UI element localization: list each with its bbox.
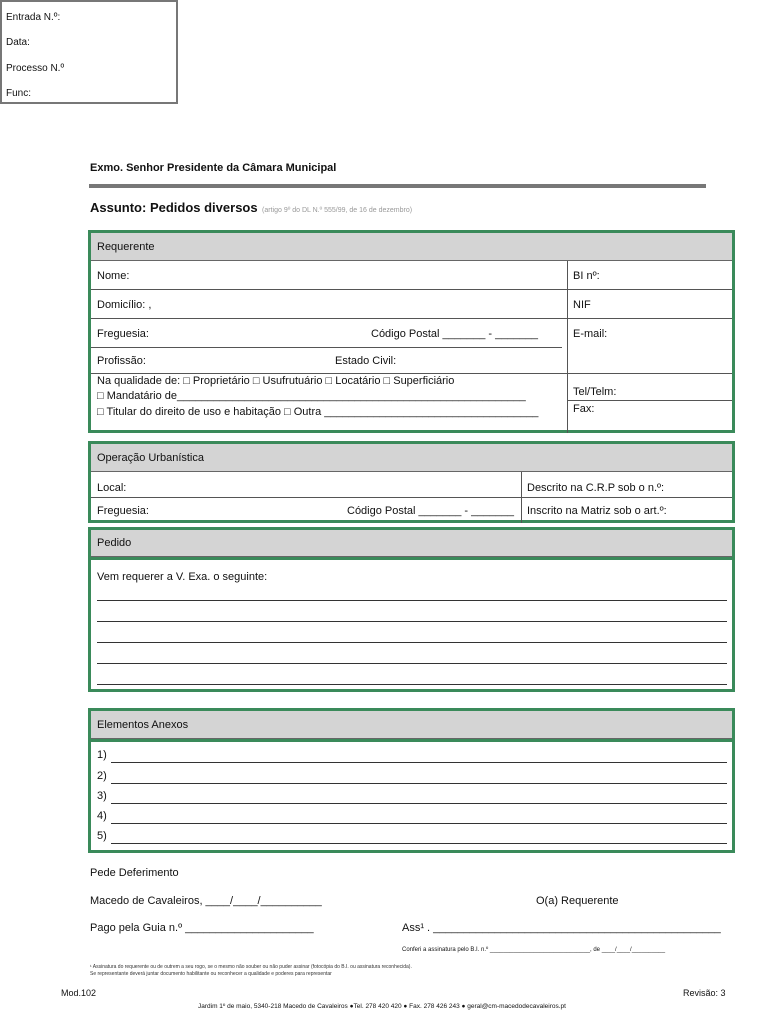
- municipal-address: Jardim 1º de maio, 5340-218 Macedo de Cavaleiros ●Tel. 278 420 420 ● Fax. 278 426 243 ● geral@cm-macedodecavaleiros.pt: [198, 1003, 566, 1010]
- freguesia-label[interactable]: Freguesia:: [97, 505, 149, 517]
- anexo-number: 4): [97, 810, 107, 822]
- codigo-postal-label[interactable]: Código Postal _______ - _______: [347, 505, 514, 517]
- office-use-box: [0, 0, 178, 104]
- header-separator: [91, 557, 732, 560]
- pedido-line[interactable]: [97, 663, 727, 664]
- pede-deferimento: Pede Deferimento: [90, 867, 179, 879]
- mandatario-option[interactable]: □ Mandatário de_________________________________________________________: [97, 390, 526, 402]
- footnote-2: Se representante deverá juntar documento habilitante ou reconhecer a qualidade e poderes para representar: [90, 971, 332, 977]
- row-divider: [91, 289, 732, 290]
- anexo-number: 3): [97, 790, 107, 802]
- anexo-number: 5): [97, 830, 107, 842]
- processo-label: Processo N.º: [6, 63, 65, 74]
- anexo-line[interactable]: [111, 823, 727, 824]
- header-rule: [89, 184, 706, 188]
- freguesia-label[interactable]: Freguesia:: [97, 328, 149, 340]
- pedido-intro: Vem requerer a V. Exa. o seguinte:: [97, 571, 268, 583]
- fax-label[interactable]: Fax:: [573, 403, 595, 415]
- domicilio-label[interactable]: Domicílio: ,: [97, 299, 152, 311]
- bi-label[interactable]: BI nº:: [573, 270, 600, 282]
- pedido-header: Pedido: [91, 530, 732, 557]
- pedido-section: [88, 527, 735, 692]
- row-divider: [91, 318, 732, 319]
- local-data-field[interactable]: Macedo de Cavaleiros, ____/____/__________: [90, 895, 322, 907]
- header-separator: [91, 739, 732, 742]
- operacao-section: [88, 441, 735, 523]
- requerente-section: [88, 230, 735, 433]
- anexo-line[interactable]: [111, 843, 727, 844]
- local-label[interactable]: Local:: [97, 482, 127, 494]
- row-divider: [567, 400, 732, 401]
- qualidade-options[interactable]: Na qualidade de: □ Proprietário □ Usufrutuário □ Locatário □ Superficiário: [97, 375, 455, 387]
- titular-option[interactable]: □ Titular do direito de uso e habitação □ Outra ___________________________________: [97, 406, 539, 418]
- data-label: Data:: [6, 37, 30, 48]
- row-divider: [91, 347, 562, 348]
- operacao-header: Operação Urbanística: [91, 444, 732, 472]
- footnote-1: ¹ Assinatura do requerente ou de outrem a seu rogo, se o mesmo não souber ou não puder assinar (fotocópia do B.I. ou assinatura reconhecida).: [90, 964, 412, 970]
- signature-field[interactable]: Ass¹ . _______________________________________________: [402, 922, 721, 934]
- anexo-number: 2): [97, 770, 107, 782]
- anexo-number: 1): [97, 749, 107, 761]
- row-divider: [91, 373, 732, 374]
- model-number: Mod.102: [61, 988, 97, 998]
- row-divider: [91, 497, 732, 498]
- entrada-label: Entrada N.º:: [6, 12, 61, 23]
- pedido-line[interactable]: [97, 621, 727, 622]
- subject-title: Assunto: Pedidos diversos: [90, 200, 258, 215]
- anexo-line[interactable]: [111, 762, 727, 763]
- profissao-label[interactable]: Profissão:: [97, 355, 146, 367]
- telm-label[interactable]: Tel/Telm:: [573, 386, 617, 398]
- subject-line: [90, 199, 412, 217]
- column-divider: [521, 472, 522, 523]
- requerente-signature-label: O(a) Requerente: [536, 895, 619, 907]
- nome-label[interactable]: Nome:: [97, 270, 130, 282]
- func-label: Func:: [6, 88, 32, 99]
- addressee: Exmo. Senhor Presidente da Câmara Municipal: [90, 162, 337, 174]
- pedido-line[interactable]: [97, 684, 727, 685]
- anexo-line[interactable]: [111, 803, 727, 804]
- requerente-header: Requerente: [91, 233, 732, 261]
- revision-number: Revisão: 3: [683, 988, 726, 998]
- subject-note: (artigo 9º do DL N.º 555/99, de 16 de dezembro): [262, 207, 413, 214]
- anexos-section: [88, 708, 735, 853]
- inscrito-label[interactable]: Inscrito na Matriz sob o art.º:: [527, 505, 667, 517]
- codigo-postal-label[interactable]: Código Postal _______ - _______: [371, 328, 538, 340]
- guia-field[interactable]: Pago pela Guia n.º _____________________: [90, 922, 314, 934]
- anexos-header: Elementos Anexos: [91, 711, 732, 739]
- email-label[interactable]: E-mail:: [573, 328, 608, 340]
- column-divider: [567, 261, 568, 433]
- conferi-line[interactable]: Conferi a assinatura pelo B.I. n.º ______________________________, de ____/____/__________: [402, 947, 666, 953]
- pedido-line[interactable]: [97, 600, 727, 601]
- estado-civil-label[interactable]: Estado Civil:: [335, 355, 397, 367]
- nif-label[interactable]: NIF: [573, 299, 591, 311]
- anexo-line[interactable]: [111, 783, 727, 784]
- pedido-line[interactable]: [97, 642, 727, 643]
- descrito-label[interactable]: Descrito na C.R.P sob o n.º:: [527, 482, 665, 494]
